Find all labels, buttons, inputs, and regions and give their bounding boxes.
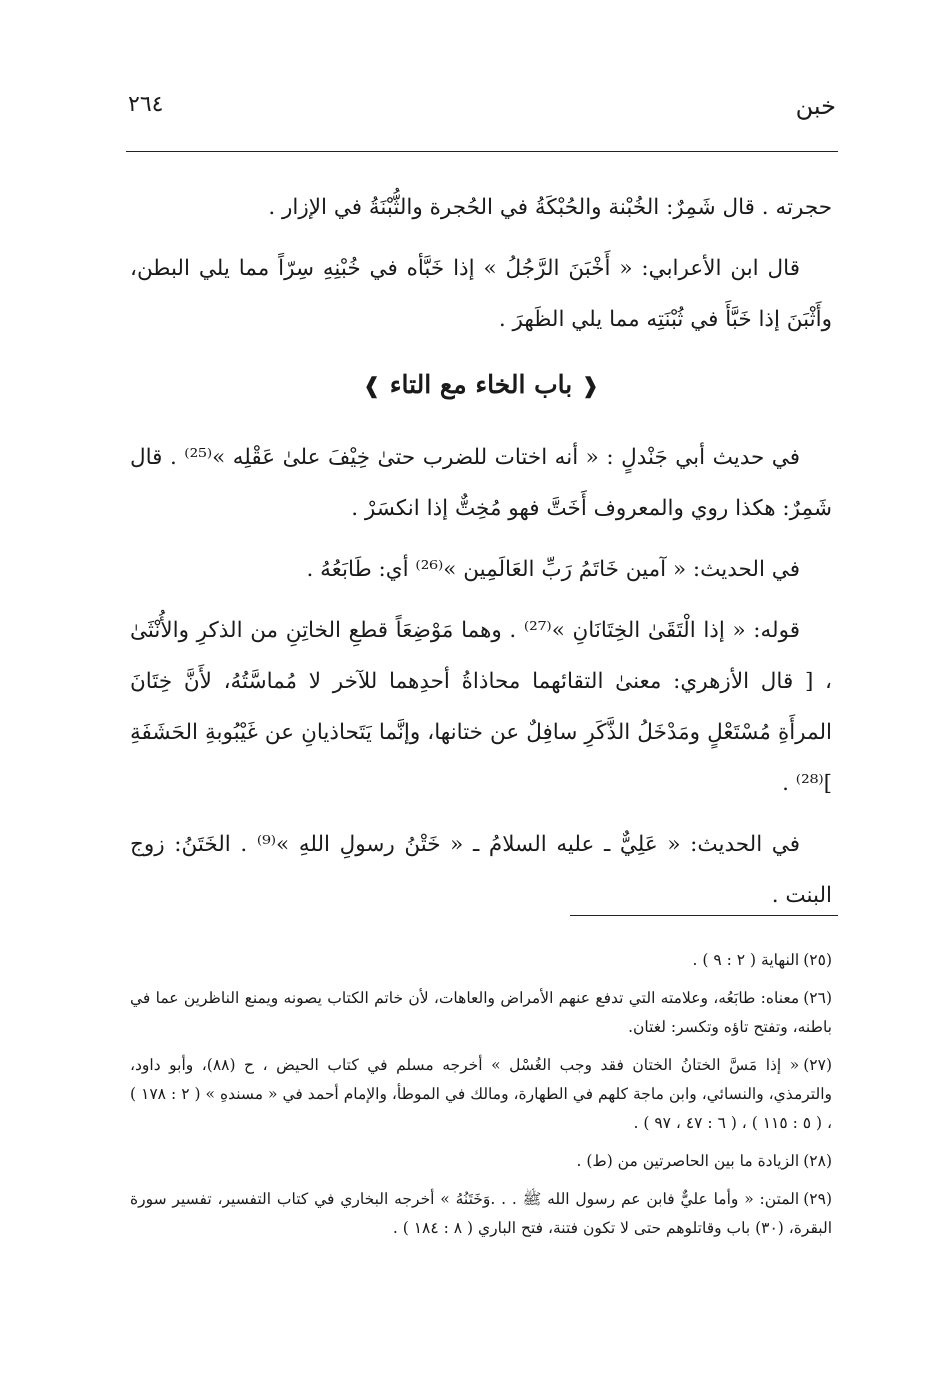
footnote-text: النهاية ( ٢ : ٩ ) . xyxy=(692,951,800,969)
footnote xyxy=(130,1185,832,1243)
paragraph-4: في الحديث: « آمين خَاتَمُ رَبِّ العَالَمِين »⁽²⁶⁾ أي: طَابَعُهُ . xyxy=(306,557,800,582)
footnote-number: (٢٦) xyxy=(803,989,832,1007)
section-title-text: باب الخاء مع التاء xyxy=(389,370,573,399)
footnote xyxy=(130,1147,832,1176)
main-text xyxy=(130,182,832,931)
paragraph-6: في الحديث: « عَلِيٌّ ـ عليه السلامُ ـ « خَتْنُ رسولِ اللهِ »⁽⁹⁾ . الخَتَنُ: زوج البنت . xyxy=(130,832,832,908)
running-header xyxy=(128,92,836,132)
ornament-left-icon: ❱ xyxy=(362,374,382,399)
header-title: خبن xyxy=(795,92,836,120)
footnote-text: الزيادة ما بين الحاصرتين من (ط) . xyxy=(576,1152,800,1170)
footnote-text: المتن: « وأما عليٌّ فابن عم رسول الله ﷺ . . .وَخَتَنُهُ » أخرجه البخاري في كتاب التفسير، تفسير سورة البقرة، (٣٠) باب وقاتلوهم حتى لا تكون فتنة، فتح الباري ( ٨ : ١٨٤ ) . xyxy=(130,1190,832,1237)
header-rule xyxy=(126,151,838,152)
section-heading xyxy=(130,359,832,412)
paragraph-5: قوله: « إذا الْتَقَىٰ الخِتَانَانِ »⁽²⁷⁾ . وهما مَوْضِعَاً قطعِ الخاتِنِ من الذكرِ والأُنْثَىٰ ، [ قال الأزهري: معنىٰ التقائهما محاذاةُ أحدِهما للآخر لا مُماسَّتُهُ، لأَنَّ خِتَانَ المرأَةِ مُسْتَعْلٍ ومَدْخَلُ الذَّكَرِ سافِلٌ عن ختانها، وإنَّما يَتَحاذيانِ عن غَيْبُوبةِ الحَشَفَةِ ]⁽²⁸⁾ . xyxy=(130,618,832,796)
footnote-text: « إذا مَسَّ الختانُ الختان فقد وجب الغُسْل » أخرجه مسلم في كتاب الحيض ، ح (٨٨)، وأبو داود، والترمذي، والنسائي، وابن ماجة كلهم في الطهارة، ومالك في الموطأ، والإمام أحمد في « مسندهِ » ( ٢ : ١٧٨ ) ، ( ٥ : ١١٥ ) ، ( ٦ : ٤٧ ، ٩٧ ) . xyxy=(130,1056,832,1132)
footnote-text: معناه: طابَعُه، وعلامته التي تدفع عنهم الأمراض والعاهات، لأن خاتم الكتاب يصونه ويمنع الناظرين عما في باطنه، وتفتح تاؤه وتكسر: لغتان. xyxy=(130,989,832,1036)
paragraph-2: قال ابن الأعرابي: « أَخْبَنَ الرَّجُلُ » إذا خَبَّأه في خُبْنِهِ سِرّاً مما يلي البطن، وأَثْبَنَ إذا خَبَّأَ في ثُبْنَتِه مما يلي الظَهرَ . xyxy=(130,256,832,332)
footnotes xyxy=(130,946,832,1252)
footnote-number: (٢٥) xyxy=(803,951,832,969)
footnote xyxy=(130,984,832,1042)
page-number: ٢٦٤ xyxy=(128,92,164,117)
footnote xyxy=(130,1051,832,1138)
ornament-right-icon: ❰ xyxy=(580,374,600,399)
footnote-number: (٢٨) xyxy=(803,1152,832,1170)
footnote-number: (٢٩) xyxy=(803,1190,832,1208)
footnote xyxy=(130,946,832,975)
paragraph-3: في حديث أبي جَنْدلٍ : « أنه اختات للضرب حتىٰ خِيْفَ علىٰ عَقْلِه »⁽²⁵⁾ . قال شَمِرٌ: هكذا روي والمعروف أَخَتَّ فهو مُخِتٌّ إذا انكسَرْ . xyxy=(130,445,832,521)
paragraph-1: حجرته . قال شَمِرٌ: الخُبْنة والحُبْكَةُ في الحُجرة والثُّبْنَةُ في الإزار . xyxy=(268,195,832,220)
footnote-number: (٢٧) xyxy=(803,1056,832,1074)
footnote-rule xyxy=(570,915,838,916)
